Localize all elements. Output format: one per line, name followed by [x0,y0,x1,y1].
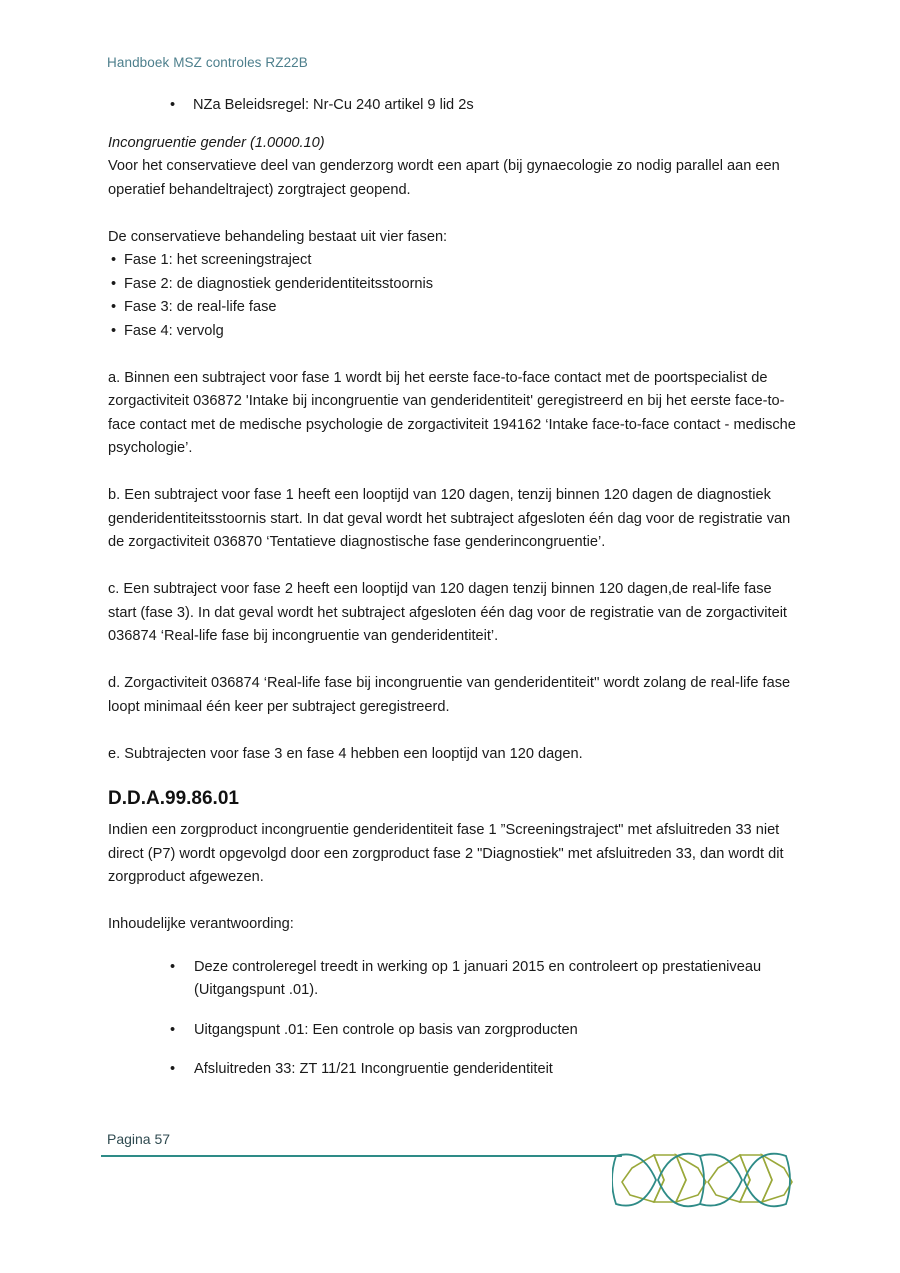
spacer [108,766,798,786]
bullet-icon: • [170,958,176,975]
justification-label: Inhoudelijke verantwoording: [108,916,294,932]
phase-item [108,273,798,297]
spacer [108,343,798,367]
justification-item-text: Uitgangspunt .01: Een controle op basis van zorgproducten [194,1021,578,1038]
phase-item-text: Fase 3: de real-life fase [124,299,277,315]
justification-item [108,956,798,1003]
page-number: Pagina 57 [107,1131,171,1147]
spacer [108,890,798,914]
phases-list [108,249,798,343]
bullet-icon: • [170,1061,176,1077]
spacer [108,202,798,226]
spacer [108,719,798,743]
rule-description: Indien een zorgproduct incongruentie genderidentiteit fase 1 ”Screeningstraject" met afsluitreden 33 niet direct (P7) wordt opgevolgd door een zorgproduct fase 2 "Diagnostiek" met afsluitreden 33, dan wordt dit zorgproduct afgewezen. [108,822,784,885]
phase-item [108,296,798,320]
justification-item [108,1019,798,1043]
bullet-icon: • [170,1021,176,1038]
spacer [108,1003,798,1019]
spacer [108,1042,798,1058]
spacer [108,937,798,956]
paragraph-e: e. Subtrajecten voor fase 3 en fase 4 hebben een looptijd van 120 dagen. [108,745,583,762]
intro-bullet-item [108,94,798,118]
justification-item-text: Afsluitreden 33: ZT 11/21 Incongruentie genderidentiteit [194,1061,553,1077]
spacer [108,649,798,673]
justification-list [108,956,798,1082]
bullet-icon: • [170,97,176,113]
spacer [108,555,798,579]
paragraph-b: b. Een subtraject voor fase 1 heeft een looptijd van 120 dagen, tenzij binnen 120 dagen de diagnostiek genderidentiteitsstoornis start. In dat geval wordt het subtraject afgesloten één dag voor de registratie van de zorgactiviteit 036870 ‘Tentatieve diagnostische fase genderincongruentie’. [108,487,791,550]
phase-item-text: Fase 1: het screeningstraject [124,252,312,268]
bullet-icon: • [111,322,117,339]
phase-item-text: Fase 4: vervolg [124,322,224,339]
footer-divider [101,1155,621,1157]
paragraph-a: a. Binnen een subtraject voor fase 1 wordt bij het eerste face-to-face contact met de poortspecialist de zorgactiviteit 036872 'Intake bij incongruentie van genderidentiteit' geregistreerd en bij het eerste face-to-face contact met de medische psychologie de zorgactiviteit 194162 ‘Intake face-to-face contact - medische psychologie’. [108,369,796,456]
spacer [108,118,798,132]
document-header-title: Handboek MSZ controles RZ22B [107,55,308,70]
intro-bullet-text: NZa Beleidsregel: Nr-Cu 240 artikel 9 lid 2s [193,97,474,113]
phase-item [108,249,798,273]
rule-code-heading: D.D.A.99.86.01 [108,788,239,809]
phase-item [108,320,798,344]
section-subtitle: Incongruentie gender (1.0000.10) [108,134,325,151]
justification-item-text: Deze controleregel treedt in werking op 1 januari 2015 en controleert op prestatieniveau (Uitgangspunt .01). [194,958,762,998]
paragraph-c: c. Een subtraject voor fase 2 heeft een looptijd van 120 dagen tenzij binnen 120 dagen,de real-life fase start (fase 3). In dat geval wordt het subtraject afgesloten één dag voor de registratie van de zorgactiviteit 036874 ‘Real-life fase bij incongruentie van genderidentiteit’. [108,581,787,644]
phases-intro: De conservatieve behandeling bestaat uit vier fasen: [108,228,448,245]
spacer [108,461,798,485]
bullet-icon: • [111,299,117,315]
spacer [108,812,798,819]
bullet-icon: • [111,275,117,292]
decorative-logo-icon [612,1150,798,1210]
bullet-icon: • [111,252,117,268]
phase-item-text: Fase 2: de diagnostiek genderidentiteitsstoornis [124,275,434,292]
page-content [108,94,798,1082]
justification-item [108,1058,798,1082]
section-intro-paragraph: Voor het conservatieve deel van genderzorg wordt een apart (bij gynaecologie zo nodig parallel aan een operatief behandeltraject) zorgtraject geopend. [108,158,780,198]
paragraph-d: d. Zorgactiviteit 036874 ‘Real-life fase bij incongruentie van genderidentiteit'' wordt zolang de real-life fase loopt minimaal één keer per subtraject geregistreerd. [108,675,791,715]
